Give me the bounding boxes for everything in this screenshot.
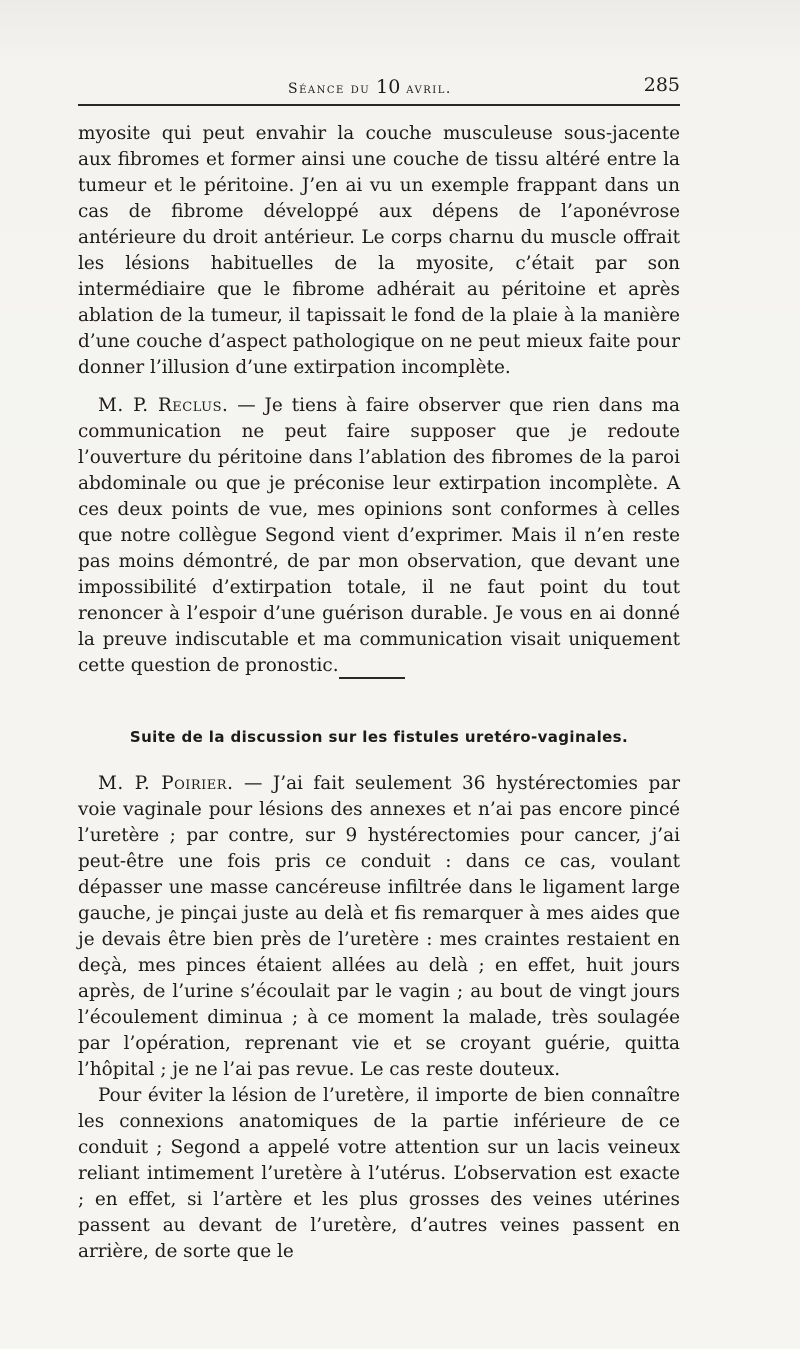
paragraph-uretere: Pour éviter la lésion de l’uretère, il importe de bien connaître les connexions anatomiques de la partie inférieure de ce conduit ; Segond a appelé votre attention sur un lacis veineux reliant intimement l’uretère à l’utérus. L’observation est exacte ; en effet, si l’artère et les plus grosses des veines utérines passent au devant de l’uretère, d’autres veines passent en arrière, de sorte que le — [78, 1085, 680, 1262]
section-heading: Suite de la discussion sur les fistules uretéro-vaginales. — [129, 728, 629, 746]
header-rule — [78, 104, 680, 106]
text-block-reclus — [78, 393, 680, 679]
page-number: 285 — [643, 74, 680, 96]
paragraph-poirier: M. P. Poirier. — J’ai fait seulement 36 hystérectomies par voie vaginale pour lésions des annexes et n’ai pas encore pincé l’uretère ; par contre, sur 9 hystérectomies pour cancer, j’ai peut-être une fois pris ce conduit : dans ce cas, voulant dépasser une masse cancéreuse infiltrée dans le ligament large gauche, je pinçai juste au delà et fis remarquer à mes aides que je devais être bien près de l’uretère : mes craintes restaient en deçà, mes pinces étaient allées au delà ; en effet, huit jours après, de l’urine s’écoulait par le vagin ; au bout de vingt jours l’écoulement diminua ; à ce moment la malade, très soulagée par l’opération, reprenant vie et se croyant guérie, quitta l’hôpital ; je ne l’ai pas revue. Le cas reste douteux. — [78, 773, 680, 1080]
text-block-myosite — [78, 121, 680, 381]
page-header — [78, 76, 680, 100]
text-block-poirier — [78, 771, 680, 1265]
section-separator — [339, 677, 405, 679]
paragraph-myosite: myosite qui peut envahir la couche musculeuse sous-jacente aux fibromes et former ainsi une couche de tissu altéré entre la tumeur et le péritoine. J’en ai vu un exemple frappant dans un cas de fibrome développé aux dépens de l’aponévrose antérieure du droit antérieur. Le corps charnu du muscle offrait les lésions habituelles de la myosite, c’était par son intermédiaire que le fibrome adhérait au péritoine et après ablation de la tumeur, il tapissait le fond de la plaie à la manière d’une couche d’aspect pathologique on ne peut mieux faite pour donner l’illusion d’une extirpation incomplète. — [78, 123, 680, 378]
running-title: Séance du 10 avril. — [288, 76, 452, 98]
paragraph-reclus: M. P. Reclus. — Je tiens à faire observer que rien dans ma communication ne peut faire supposer que je redoute l’ouverture du péritoine dans l’ablation des fibromes de la paroi abdominale ou que je préconise leur extirpation incomplète. A ces deux points de vue, mes opinions sont conformes à celles que notre collègue Segond vient d’exprimer. Mais il n’en reste pas moins démontré, de par mon observation, que devant une impossibilité d’extirpation totale, il ne faut point du tout renoncer à l’espoir d’une guérison durable. Je vous en ai donné la preuve indiscutable et ma communication visait uniquement cette question de pronostic. — [78, 395, 680, 676]
speaker-reclus: M. P. Reclus. — [98, 395, 229, 416]
speaker-poirier: M. P. Poirier. — [98, 773, 234, 794]
